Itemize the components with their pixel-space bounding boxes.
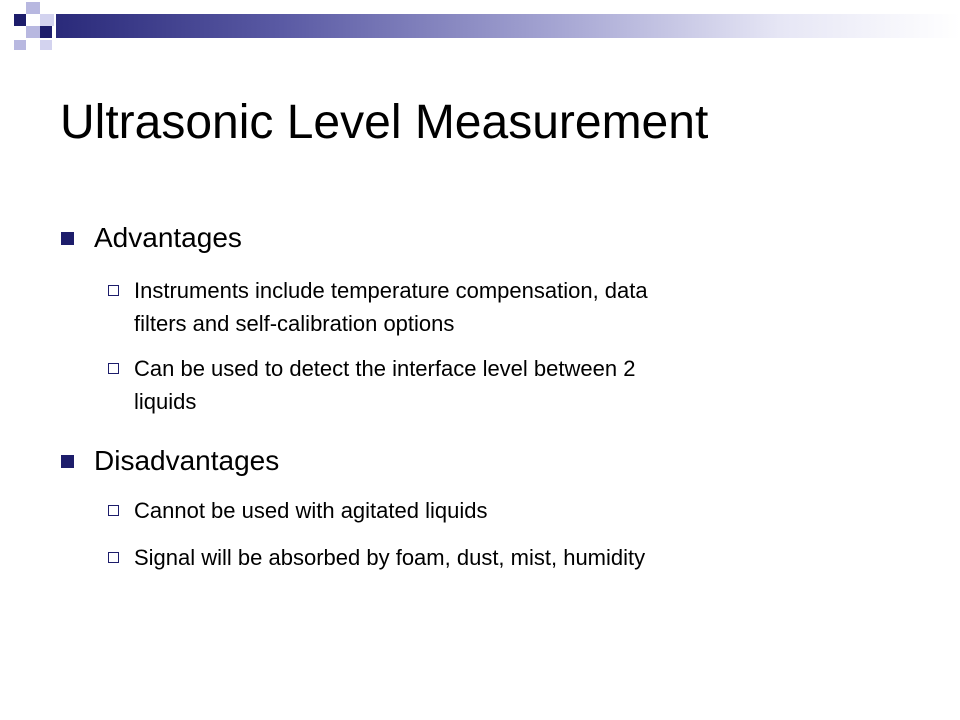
slide-title: Ultrasonic Level Measurement (60, 96, 709, 149)
sub-bullet-hollow-square-icon (108, 363, 119, 374)
bullet-square-icon (61, 232, 74, 245)
header-gradient-bar (56, 14, 960, 38)
section-heading-advantages: Advantages (94, 222, 242, 253)
sub-bullet-hollow-square-icon (108, 552, 119, 563)
bullet-square-icon (61, 455, 74, 468)
list-item-line: liquids (134, 389, 197, 414)
section-heading-disadvantages: Disadvantages (94, 445, 280, 476)
ornament-square-dark (40, 26, 52, 38)
list-item-line: filters and self-calibration options (134, 311, 455, 336)
ornament-square-light (26, 2, 40, 14)
list-item-line: Signal will be absorbed by foam, dust, mist, humidity (134, 545, 646, 570)
ornament-square-light (14, 40, 26, 50)
sub-bullet-hollow-square-icon (108, 285, 119, 296)
sub-bullet-hollow-square-icon (108, 505, 119, 516)
ornament-square-light (26, 26, 40, 38)
list-item-line: Can be used to detect the interface level between 2 (134, 356, 636, 381)
ornament-square-dark (14, 14, 26, 26)
ornament-square-light (40, 14, 54, 26)
list-item-line: Instruments include temperature compensation, data (134, 278, 648, 303)
list-item-line: Cannot be used with agitated liquids (134, 498, 488, 523)
ornament-square-light (40, 40, 52, 50)
